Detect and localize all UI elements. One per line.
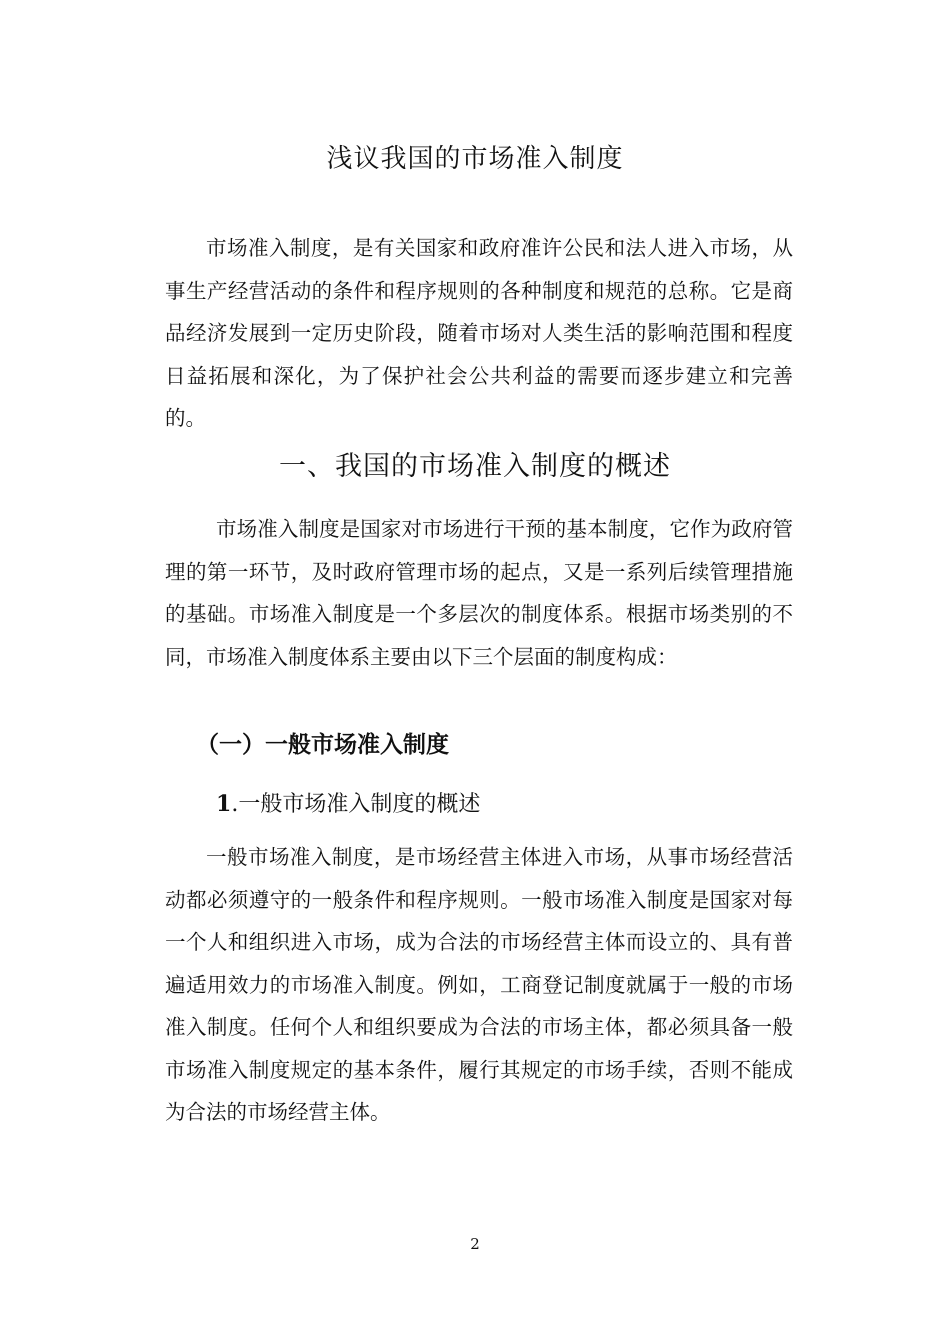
page-number: 2 — [470, 1235, 480, 1253]
item-heading-text: 一般市场准入制度的概述 — [238, 792, 481, 817]
section-paragraph: 市场准入制度是国家对市场进行干预的基本制度，它作为政府管理的第一环节，及时政府管理市场的起点，又是一系列后续管理措施的基础。市场准入制度是一个多层次的制度体系。根据市场类别的不同，市场准入制度体系主要由以下三个层面的制度构成： — [165, 517, 793, 669]
item-heading — [216, 784, 480, 825]
item-number-separator: . — [231, 792, 239, 817]
section-heading: 一、我国的市场准入制度的概述 — [279, 451, 671, 482]
item-number: 1 — [216, 791, 232, 817]
item-paragraph: 一般市场准入制度，是市场经营主体进入市场，从事市场经营活动都必须遵守的一般条件和程序规则。一般市场准入制度是国家对每一个人和组织进入市场，成为合法的市场经营主体而设立的、具有普遍适用效力的市场准入制度。例如，工商登记制度就属于一般的市场准入制度。任何个人和组织要成为合法的市场主体，都必须具备一般市场准入制度规定的基本条件，履行其规定的市场手续，否则不能成为合法的市场经营主体。 — [165, 845, 793, 1124]
document-title: 浅议我国的市场准入制度 — [326, 144, 624, 174]
subsection-heading: （一）一般市场准入制度 — [196, 732, 449, 758]
intro-paragraph: 市场准入制度，是有关国家和政府准许公民和法人进入市场，从事生产经营活动的条件和程序规则的各种制度和规范的总称。它是商品经济发展到一定历史阶段，随着市场对人类生活的影响范围和程度日益拓展和深化，为了保护社会公共利益的需要而逐步建立和完善的。 — [165, 236, 793, 430]
